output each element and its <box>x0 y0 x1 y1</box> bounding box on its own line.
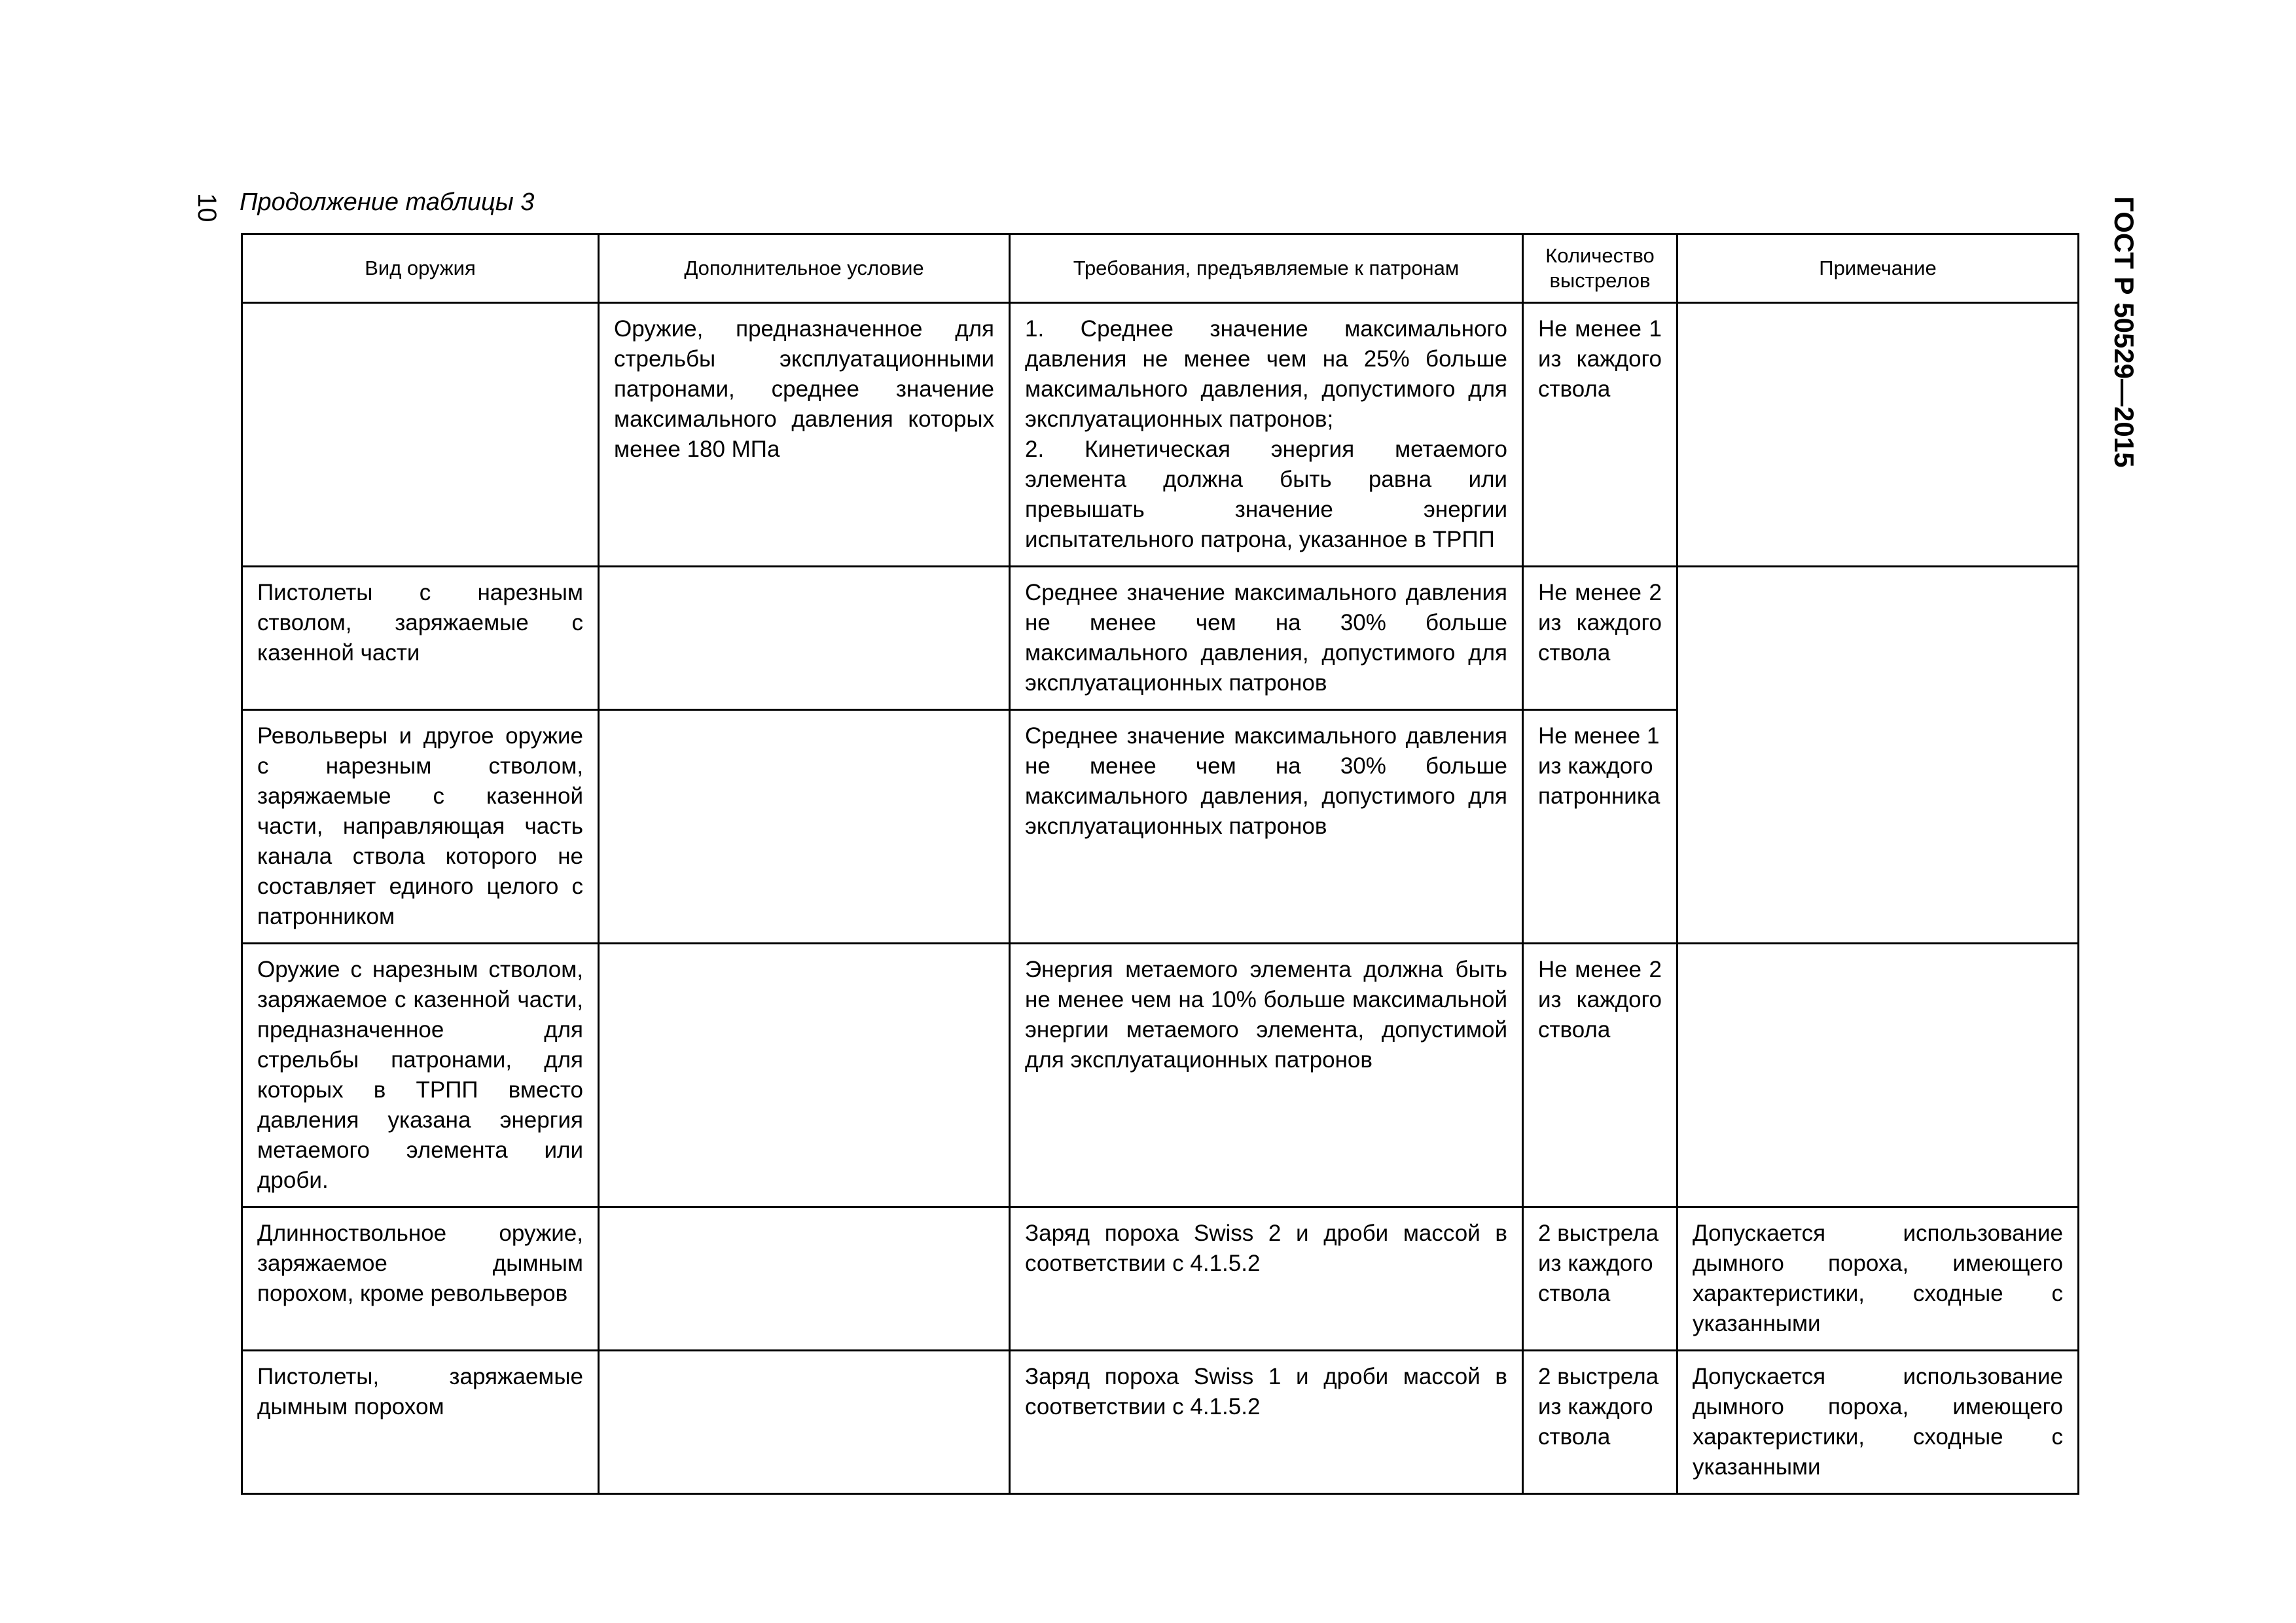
table-header-row <box>242 234 2079 303</box>
cell-requirements: Заряд пороха Swiss 2 и дроби массой в соответствии с 4.1.5.2 <box>1010 1207 1523 1351</box>
cell-weapon-type: Оружие с нарезным стволом, заряжаемое с казенной части, предназначенное для стрельбы патронами, для которых в ТРПП вместо давления указана энергия метаемого элемента или дроби. <box>242 944 599 1207</box>
cell-shot-count: 2 выстрела из каждого ствола <box>1523 1351 1677 1494</box>
table-row <box>242 1207 2079 1351</box>
cell-weapon-type <box>242 303 599 567</box>
cell-shot-count: 2 выстрела из каждого ствола <box>1523 1207 1677 1351</box>
cell-weapon-type: Длинноствольное оружие, заряжаемое дымным порохом, кроме револьверов <box>242 1207 599 1351</box>
cell-requirements: 1. Среднее значение максимального давления не менее чем на 25% больше максимального давления, допустимого для эксплуатационных патронов; 2. Кинетическая энергия метаемого элемента должна быть равна или превышать значение энергии испытательного патрона, указанное в ТРПП <box>1010 303 1523 567</box>
cell-requirements: Среднее значение максимального давления не менее чем на 30% больше максимального давления, допустимого для эксплуатационных патронов <box>1010 567 1523 710</box>
cell-additional-condition: Оружие, предназначенное для стрельбы эксплуатационными патронами, среднее значение максимального давления которых менее 180 МПа <box>599 303 1010 567</box>
cell-weapon-type: Пистолеты с нарезным стволом, заряжаемые с казенной части <box>242 567 599 710</box>
cell-additional-condition <box>599 1351 1010 1494</box>
cell-requirements: Заряд пороха Swiss 1 и дроби массой в соответствии с 4.1.5.2 <box>1010 1351 1523 1494</box>
cell-note: Допускается использование дымного пороха, имеющего характеристики, сходные с указанными <box>1677 1351 2079 1494</box>
header-weapon-type: Вид оружия <box>242 234 599 303</box>
table-row <box>242 303 2079 567</box>
cell-weapon-type: Револьверы и другое оружие с нарезным стволом, заряжаемые с казенной части, направляющая часть канала ствола которого не составляет единого целого с патронником <box>242 710 599 944</box>
cell-shot-count: Не менее 2 из каждого ствола <box>1523 944 1677 1207</box>
table-caption: Продолжение таблицы 3 <box>240 188 535 216</box>
cell-note: Допускается использование дымного пороха, имеющего характеристики, сходные с указанными <box>1677 1207 2079 1351</box>
cell-additional-condition <box>599 944 1010 1207</box>
cell-note <box>1677 944 2079 1207</box>
header-additional-condition: Дополнительное условие <box>599 234 1010 303</box>
header-note: Примечание <box>1677 234 2079 303</box>
cell-additional-condition <box>599 710 1010 944</box>
cell-additional-condition <box>599 567 1010 710</box>
cell-note <box>1677 567 2079 944</box>
cell-weapon-type: Пистолеты, заряжаемые дымным порохом <box>242 1351 599 1494</box>
table-row <box>242 567 2079 710</box>
header-requirements: Требования, предъявляемые к патронам <box>1010 234 1523 303</box>
standard-title: ГОСТ Р 50529—2015 <box>2109 196 2140 468</box>
table-row <box>242 1351 2079 1494</box>
header-shot-count: Количество выстрелов <box>1523 234 1677 303</box>
cell-shot-count: Не менее 1 из каждого патронника <box>1523 710 1677 944</box>
cell-shot-count: Не менее 2 из каждого ствола <box>1523 567 1677 710</box>
table-row <box>242 944 2079 1207</box>
cell-note <box>1677 303 2079 567</box>
cell-shot-count: Не менее 1 из каждого ствола <box>1523 303 1677 567</box>
cell-requirements: Среднее значение максимального давления не менее чем на 30% больше максимального давления, допустимого для эксплуатационных патронов <box>1010 710 1523 944</box>
page-number: 10 <box>192 193 221 223</box>
cell-additional-condition <box>599 1207 1010 1351</box>
requirements-table <box>241 233 2079 1495</box>
cell-requirements: Энергия метаемого элемента должна быть не менее чем на 10% больше максимальной энергии метаемого элемента, допустимой для эксплуатационных патронов <box>1010 944 1523 1207</box>
